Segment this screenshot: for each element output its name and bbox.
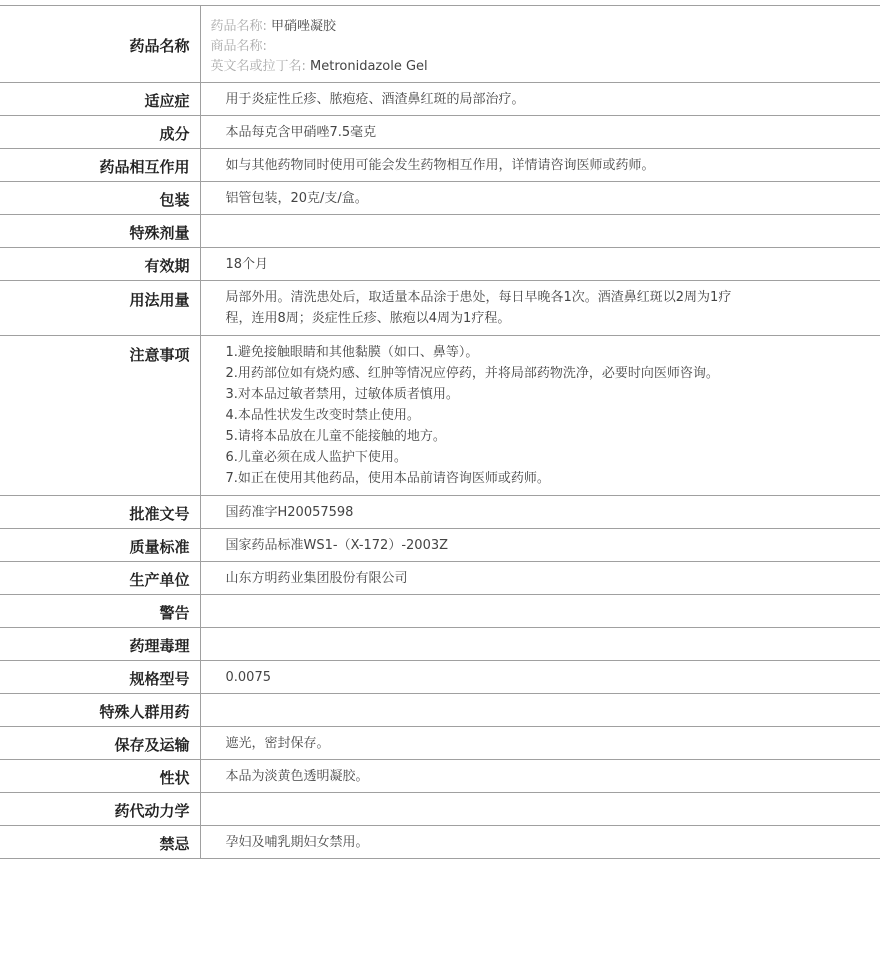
precaution-item: 2.用药部位如有烧灼感、红肿等情况应停药，并将局部药物洗净，必要时向医师咨询。 bbox=[225, 366, 719, 381]
row-value: 18个月 bbox=[225, 257, 269, 272]
row-value: 如与其他药物同时使用可能会发生药物相互作用，详情请咨询医师或药师。 bbox=[225, 158, 655, 173]
precaution-item: 1.避免接触眼睛和其他黏膜（如口、鼻等）。 bbox=[225, 345, 479, 360]
precaution-item: 7.如正在使用其他药品，使用本品前请咨询医师或药师。 bbox=[225, 471, 550, 486]
row-storage bbox=[0, 727, 880, 760]
precaution-item: 5.请将本品放在儿童不能接触的地方。 bbox=[225, 429, 446, 444]
english-name-line bbox=[211, 57, 871, 77]
row-header: 质量标准 bbox=[0, 529, 200, 562]
row-specification bbox=[0, 661, 880, 694]
row-drug-name bbox=[0, 6, 880, 83]
row-precautions bbox=[0, 336, 880, 496]
row-contraindications bbox=[0, 826, 880, 859]
usage-line: 程，连用8周；炎症性丘疹、脓疱以4周为1疗程。 bbox=[225, 311, 511, 326]
row-header: 包装 bbox=[0, 182, 200, 215]
row-header: 有效期 bbox=[0, 248, 200, 281]
row-header: 药代动力学 bbox=[0, 793, 200, 826]
row-value bbox=[200, 281, 880, 336]
row-value: 本品为淡黄色透明凝胶。 bbox=[225, 769, 369, 784]
row-value bbox=[200, 595, 880, 628]
row-value: 铝管包装，20克/支/盒。 bbox=[225, 191, 368, 206]
row-usage-dosage bbox=[0, 281, 880, 336]
row-special-populations bbox=[0, 694, 880, 727]
row-header: 成分 bbox=[0, 116, 200, 149]
row-drug-interactions bbox=[0, 149, 880, 182]
row-approval-number bbox=[0, 496, 880, 529]
row-value: 0.0075 bbox=[225, 670, 271, 685]
drug-info-table bbox=[0, 5, 880, 859]
row-value bbox=[200, 336, 880, 496]
row-description bbox=[0, 760, 880, 793]
row-value bbox=[200, 628, 880, 661]
row-header: 性状 bbox=[0, 760, 200, 793]
row-value: 孕妇及哺乳期妇女禁用。 bbox=[225, 835, 369, 850]
row-value bbox=[200, 793, 880, 826]
drug-name-cell bbox=[200, 6, 880, 83]
row-pharmacology bbox=[0, 628, 880, 661]
row-header: 用法用量 bbox=[0, 281, 200, 336]
row-header: 警告 bbox=[0, 595, 200, 628]
generic-name-value: 甲硝唑凝胶 bbox=[271, 19, 337, 34]
row-value: 遮光，密封保存。 bbox=[225, 736, 330, 751]
row-header: 特殊剂量 bbox=[0, 215, 200, 248]
row-header: 注意事项 bbox=[0, 336, 200, 496]
row-ingredients bbox=[0, 116, 880, 149]
row-warning bbox=[0, 595, 880, 628]
row-shelf-life bbox=[0, 248, 880, 281]
precaution-item: 3.对本品过敏者禁用，过敏体质者慎用。 bbox=[225, 387, 459, 402]
row-header: 药品名称 bbox=[0, 6, 200, 83]
precaution-item: 6.儿童必须在成人监护下使用。 bbox=[225, 450, 407, 465]
row-quality-standard bbox=[0, 529, 880, 562]
row-value: 国药准字H20057598 bbox=[225, 505, 354, 520]
trade-name-label: 商品名称: bbox=[210, 39, 267, 54]
english-name-value: Metronidazole Gel bbox=[310, 59, 428, 74]
row-header: 批准文号 bbox=[0, 496, 200, 529]
usage-line: 局部外用。清洗患处后，取适量本品涂于患处，每日早晚各1次。酒渣鼻红斑以2周为1疗 bbox=[225, 290, 732, 305]
row-value: 用于炎症性丘疹、脓疱疮、酒渣鼻红斑的局部治疗。 bbox=[225, 92, 525, 107]
row-header: 药品相互作用 bbox=[0, 149, 200, 182]
trade-name-line bbox=[211, 37, 871, 57]
row-value bbox=[200, 694, 880, 727]
row-header: 规格型号 bbox=[0, 661, 200, 694]
generic-name-label: 药品名称: bbox=[210, 19, 267, 34]
row-header: 药理毒理 bbox=[0, 628, 200, 661]
row-header: 适应症 bbox=[0, 83, 200, 116]
row-header: 特殊人群用药 bbox=[0, 694, 200, 727]
english-name-label: 英文名或拉丁名: bbox=[210, 59, 306, 74]
row-value bbox=[200, 215, 880, 248]
row-value: 山东方明药业集团股份有限公司 bbox=[225, 571, 408, 586]
row-header: 生产单位 bbox=[0, 562, 200, 595]
row-value: 本品每克含甲硝唑7.5毫克 bbox=[225, 125, 377, 140]
row-indications bbox=[0, 83, 880, 116]
generic-name-line bbox=[211, 17, 871, 37]
row-pharmacokinetics bbox=[0, 793, 880, 826]
row-header: 禁忌 bbox=[0, 826, 200, 859]
precaution-item: 4.本品性状发生改变时禁止使用。 bbox=[225, 408, 420, 423]
row-packaging bbox=[0, 182, 880, 215]
row-special-dosage bbox=[0, 215, 880, 248]
row-manufacturer bbox=[0, 562, 880, 595]
row-header: 保存及运输 bbox=[0, 727, 200, 760]
row-value: 国家药品标准WS1-（X-172）-2003Z bbox=[225, 538, 449, 553]
